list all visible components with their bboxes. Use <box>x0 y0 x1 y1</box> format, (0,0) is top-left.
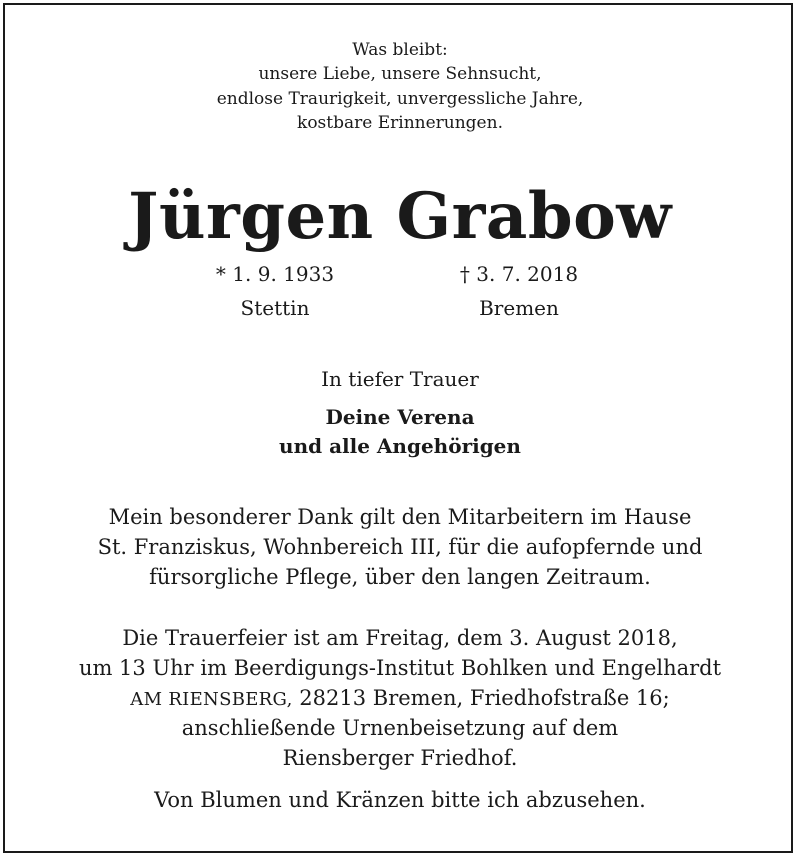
ceremony-line-2: um 13 Uhr im Beerdigungs-Institut Bohlken und Engelhardt <box>78 656 722 680</box>
motto-line-1: Was bleibt: <box>352 40 448 60</box>
closing-line: Von Blumen und Kränzen bitte ich abzusehen. <box>154 788 646 812</box>
ceremony-venue-caps: AM RIENSBERG, <box>130 689 293 710</box>
deceased-name: Jürgen Grabow <box>128 179 672 254</box>
birth-date: * 1. 9. 1933 <box>215 262 335 286</box>
thanks-line-1: Mein besonderer Dank gilt den Mitarbeitern im Hause <box>108 505 692 529</box>
ceremony-line-5: Riensberger Friedhof. <box>282 746 518 770</box>
ceremony-line-1: Die Trauerfeier ist am Freitag, dem 3. August 2018, <box>122 626 678 650</box>
motto-line-2: unsere Liebe, unsere Sehnsucht, <box>258 64 542 84</box>
ceremony-address: 28213 Bremen, Friedhofstraße 16; <box>292 686 670 710</box>
mourning-intro: In tiefer Trauer <box>321 367 479 391</box>
death-place: Bremen <box>479 296 559 320</box>
thanks-line-3: fürsorgliche Pflege, über den langen Zeitraum. <box>149 565 651 589</box>
ceremony-line-3 <box>0 683 800 715</box>
death-date: † 3. 7. 2018 <box>459 262 579 286</box>
motto-line-4: kostbare Erinnerungen. <box>297 113 503 133</box>
birth-place: Stettin <box>240 296 310 320</box>
mourning-signer-1: Deine Verena <box>325 405 475 429</box>
motto-line-3: endlose Traurigkeit, unvergessliche Jahre, <box>216 89 584 109</box>
ceremony-line-4: anschließende Urnenbeisetzung auf dem <box>181 716 619 740</box>
thanks-line-2: St. Franziskus, Wohnbereich III, für die aufopfernde und <box>97 535 703 559</box>
mourning-signer-2: und alle Angehörigen <box>279 434 521 458</box>
